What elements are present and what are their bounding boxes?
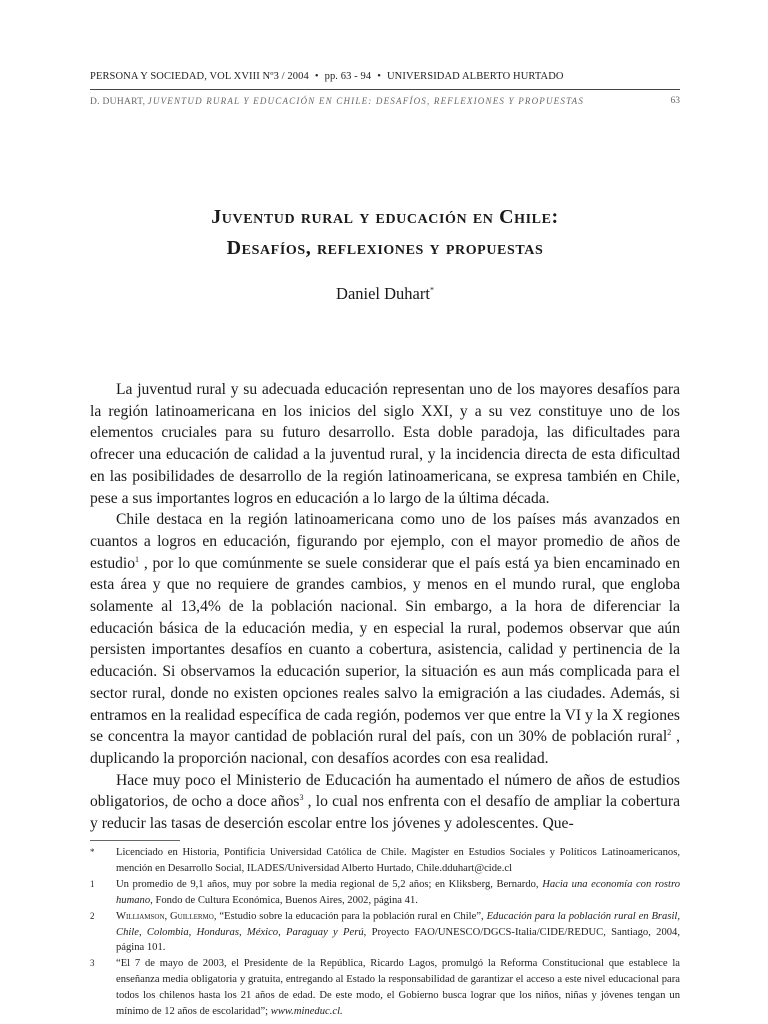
paragraph-3-text-a: Hace muy poco el Ministerio de Educación ha aumentado el número de años de estudios obligatorios, de ocho a doce años	[90, 771, 680, 811]
page-range: pp. 63 - 94	[324, 71, 372, 82]
page-number: 63	[670, 96, 680, 106]
footnote-text: “El 7 de mayo de 2003, el Presidente de la República, Ricardo Lagos, promulgó la Reforma Constitucional que establece la enseñanza media obligatoria y gratuita, entregando al Estado la responsabilidad de garantizar el acceso a este nivel educacional para todos los chilenos hasta los 21 años de edad. De este modo, el Gobierno busca lograr que los niños, niñas y jóvenes tengan un mínimo de 12 años de escolaridad”;	[116, 958, 680, 1018]
paragraph-2	[90, 509, 680, 769]
footnote-ref-1: 1	[135, 554, 140, 564]
running-title: JUVENTUD RURAL Y EDUCACIÓN EN CHILE: DESAFÍOS, REFLEXIONES Y PROPUESTAS	[147, 96, 585, 106]
author-name: Daniel Duhart	[336, 284, 430, 303]
journal-header	[90, 71, 680, 82]
paragraph-3	[90, 770, 680, 835]
journal-citation: PERSONA Y SOCIEDAD, VOL XVIII Nº3 / 2004	[90, 71, 309, 82]
footnotes	[90, 845, 680, 1020]
footnote-2	[90, 909, 680, 957]
footnote-1	[90, 877, 680, 909]
institution-name: UNIVERSIDAD ALBERTO HURTADO	[387, 71, 564, 82]
footnote-author	[90, 845, 680, 877]
footnote-text: Un promedio de 9,1 años, muy por sobre la media regional de 5,2 años; en Kliksberg, Bernardo,	[116, 878, 539, 890]
article-body	[90, 379, 680, 835]
footnote-text-tail: , Proyecto FAO/UNESCO/DGCS-Italia/CIDE/REDUC, Santiago, 2004, página 101.	[116, 926, 680, 954]
running-author: D. DUHART,	[90, 97, 146, 107]
author-footnote-mark: *	[429, 285, 434, 295]
footnote-text: , “Estudio sobre la educación para la población rural en Chile”,	[213, 910, 484, 922]
header-bullet: •	[377, 71, 381, 82]
running-header	[90, 96, 680, 107]
footnote-ref-3: 3	[299, 793, 304, 803]
footnote-text: Licenciado en Historia, Pontificia Universidad Católica de Chile. Magíster en Estudios Sociales y Políticos Latinoamericanos, mención en Desarrollo Social, ILADES/Universidad Alberto Hurtado, Chile.dduhart@cide.cl	[116, 847, 680, 874]
article-title	[90, 202, 680, 264]
footnote-3	[90, 956, 680, 1020]
paragraph-2-text-a: Chile destaca en la región latinoamericana como uno de los países más avanzados en cuantos a logros en educación, figurando por ejemplo, con el mayor promedio de años de estudio	[90, 511, 680, 572]
header-divider	[90, 89, 680, 90]
paragraph-3-text-b: , lo cual nos enfrenta con el desafío de ampliar la cobertura y reducir las tasas de deserción escolar entre los jóvenes y adolescentes. Que-	[90, 793, 680, 833]
footnote-text-tail: , Fondo de Cultura Económica, Buenos Aires, 2002, página 41.	[150, 894, 418, 906]
title-line-2: Desafíos, reflexiones y propuestas	[226, 237, 544, 259]
header-bullet: •	[314, 71, 319, 82]
author-byline	[90, 284, 680, 304]
footnote-mark: *	[90, 847, 95, 857]
footnote-divider	[90, 840, 180, 841]
paragraph-1: La juventud rural y su adecuada educación representan uno de los mayores desafíos para la región latinoamericana en los inicios del siglo XXI, y a su vez constituye uno de los elementos cruciales para su futuro desarrollo. Esta doble paradoja, las dificultades para ofrecer una educación de calidad a la juventud rural, y la incidencia directa de esta dificultad en las posibilidades de desarrollo de la región latinoamericana, se expresa también en Chile, pese a sus importantes logros en educación a lo largo de la última década.	[90, 381, 680, 507]
footnote-ref-2: 2	[667, 728, 672, 738]
footnote-italic-title: Educación para la población rural en Brasil, Chile, Colombia, Honduras, México, Paraguay y Perú	[116, 910, 681, 938]
footnote-author-name: Williamson, Guillermo	[116, 910, 214, 922]
footnote-mark: 2	[90, 910, 95, 921]
footnote-link: www.mineduc.cl.	[270, 1006, 343, 1018]
footnote-mark: 1	[90, 878, 95, 889]
paragraph-2-text-c: , duplicando la proporción nacional, con desafíos acordes con esa realidad.	[90, 728, 681, 767]
footnote-mark: 3	[90, 958, 95, 969]
paragraph-2-text-b: , por lo que comúnmente se suele considerar que el país está ya bien encaminado en esta área y que no requiere de grandes cambios, y menos en el mundo rural, que engloba solamente al 13,4% de la población nacional. Sin embargo, a la hora de diferenciar la educación básica de la educación media, y en especial la rural, podemos observar que aún persisten importantes desafíos en cuanto a cobertura, asistencia, calidad y pertinencia de la educación. Si observamos la educación superior, la situación es aun más complicada para el sector rural, donde no existen opciones reales salvo la emigración a las ciudades. Además, si entramos en la realidad específica de cada región, podemos ver que entre la VI y la X regiones se concentra la mayor cantidad de población rural del país, con un 30% de población rural	[90, 554, 680, 746]
title-line-1: Juventud rural y educación en Chile:	[211, 206, 559, 228]
footnote-italic-title: Hacia una economía con rostro humano	[116, 878, 680, 906]
